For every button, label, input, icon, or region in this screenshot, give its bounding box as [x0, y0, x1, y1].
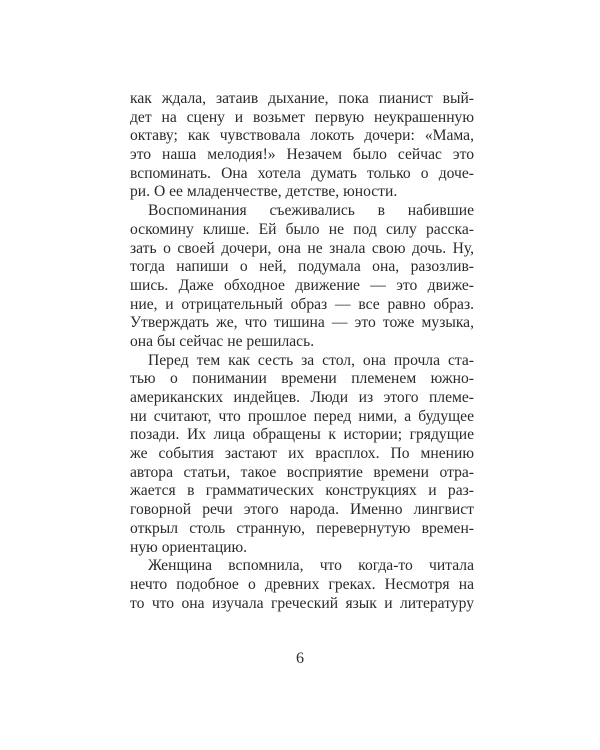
- text-line: ри. О ее младенчестве, детстве, юности.: [130, 183, 398, 201]
- text-line: американских индейцев. Люди из этого племе-: [130, 389, 474, 406]
- text-line: открыл столь странную, перевернутую времен-: [130, 519, 474, 537]
- text-line: Женщина вспомнила, что когда-то читала: [148, 557, 474, 575]
- text-line: вспоминать. Она хотела думать только о доче-: [130, 164, 474, 182]
- text-line: ние, и отрицательный образ — все равно образ.: [130, 295, 474, 313]
- text-line: говорной речи этого народа. Именно лингвист: [130, 501, 474, 519]
- text-line: октаву; как чувствовала локоть дочери: «Мама,: [130, 127, 474, 145]
- text-line: позади. Их лица обращены к истории; грядущие: [130, 426, 474, 444]
- page-body: [130, 90, 474, 613]
- text-line: то что она изучала греческий язык и литературу: [130, 594, 474, 612]
- text-line: Утверждать же, что тишина — это тоже музыка,: [130, 314, 474, 332]
- text-line: тогда напиши о ней, подумала она, разозлив-: [130, 258, 474, 276]
- text-line: жается в грамматических конструкциях и раз-: [130, 482, 474, 500]
- text-line: это наша мелодия!» Незачем было сейчас это: [130, 146, 474, 164]
- text-line: нечто подобное о древних греках. Несмотря на: [130, 575, 474, 593]
- text-line: дет на сцену и возьмет первую неукрашенную: [130, 108, 474, 126]
- text-line: как ждала, затаив дыхание, пока пианист вый-: [130, 90, 474, 107]
- text-line: ни считают, что прошлое перед ними, а будущее: [130, 407, 474, 425]
- text-line: Воспоминания съеживались в набившие: [148, 202, 474, 220]
- text-line: ную ориентацию.: [130, 538, 248, 556]
- text-line: автора статьи, такое восприятие времени отра-: [130, 463, 474, 481]
- text-line: шись. Даже обходное движение — это движе-: [130, 276, 474, 294]
- text-line: оскомину клише. Ей было не под силу расска-: [130, 220, 474, 238]
- text-line: тью о понимании времени племенем южно-: [130, 370, 474, 388]
- page-number: 6: [296, 650, 304, 667]
- text-line: она бы сейчас не решилась.: [130, 332, 315, 350]
- text-line: Перед тем как сесть за стол, она прочла ста-: [148, 351, 474, 369]
- text-line: же события застают их врасплох. По мнению: [130, 445, 474, 463]
- text-line: зать о своей дочери, она не знала свою дочь. Ну,: [130, 239, 474, 257]
